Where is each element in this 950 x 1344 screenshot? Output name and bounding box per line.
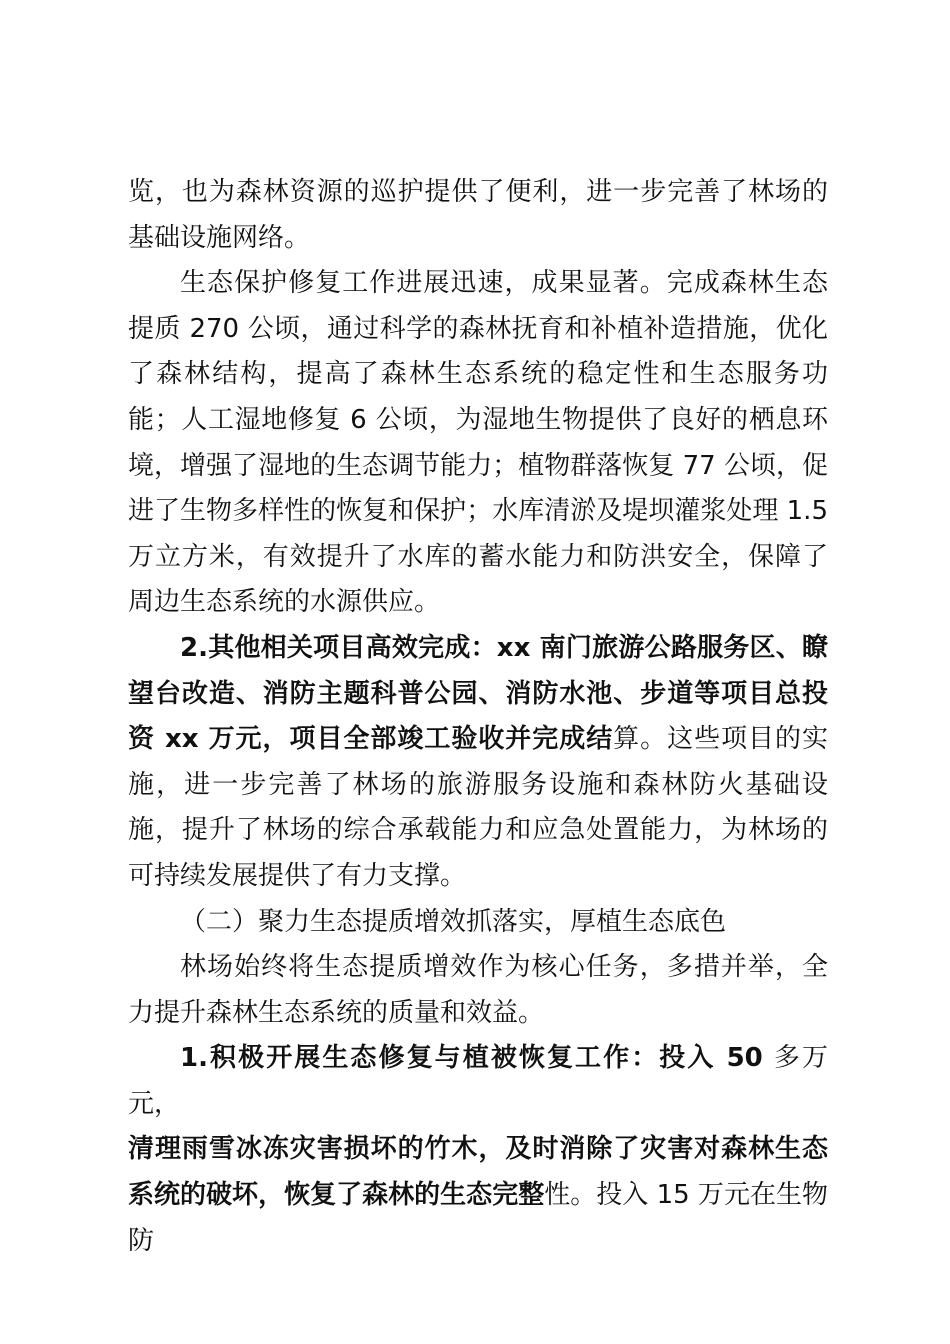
section-heading — [128, 900, 828, 946]
paragraph-text: 览，也为森林资源的巡护提供了便利，进一步完善了林场的基础设施网络。 — [128, 177, 828, 253]
paragraph-restoration-investment — [128, 1036, 828, 1127]
paragraph-ecology-restoration — [128, 261, 828, 626]
paragraph-lead-bold: 清理雨雪冰冻灾害损坏的竹木，及时消除了灾害对森林生态系统的破坏，恢复了森林的生态完整 — [128, 1134, 828, 1211]
paragraph-other-projects — [128, 626, 828, 900]
paragraph-restoration-details — [128, 1127, 828, 1264]
paragraph-continuation — [128, 170, 828, 261]
paragraph-text: 林场始终将生态提质增效作为核心任务，多措并举，全力提升森林生态系统的质量和效益。 — [128, 952, 828, 1028]
paragraph-text: 算。这些项目的实施，进一步完善了林场的旅游服务设施和森林防火基础设施，提升了林场的综合承载能力和应急处置能力，为林场的可持续发展提供了有力支撑。 — [128, 724, 828, 891]
paragraph-text: 性。投入 15 万元在生物防 — [128, 1180, 828, 1256]
document-body — [128, 170, 828, 1264]
paragraph-text: 生态保护修复工作进展迅速，成果显著。完成森林生态提质 270 公顷，通过科学的森林抚育和补植补造措施，优化了森林结构，提高了森林生态系统的稳定性和生态服务功能；人工湿地修复 6 公顷，为湿地生物提供了良好的栖息环境，增强了湿地的生态调节能力；植物群落恢复 77 公顷，促进了生物多样性的恢复和保护；水库清淤及堤坝灌浆处理 1.5 万立方米，有效提升了水库的蓄水能力和防洪安全，保障了周边生态系统的水源供应。 — [128, 268, 828, 618]
paragraph-lead-bold: 1.积极开展生态修复与植被恢复工作：投入 50 — [180, 1043, 774, 1074]
paragraph-lead-bold: 2.其他相关项目高效完成：xx 南门旅游公路服务区、瞭望台改造、消防主题科普公园、消防水池、步道等项目总投资 xx 万元，项目全部竣工验收并完成结 — [128, 632, 828, 755]
paragraph-text: 多万元， — [128, 1043, 828, 1119]
section-heading-text: （二）聚力生态提质增效抓落实，厚植生态底色 — [180, 906, 727, 937]
paragraph-core-task — [128, 945, 828, 1036]
